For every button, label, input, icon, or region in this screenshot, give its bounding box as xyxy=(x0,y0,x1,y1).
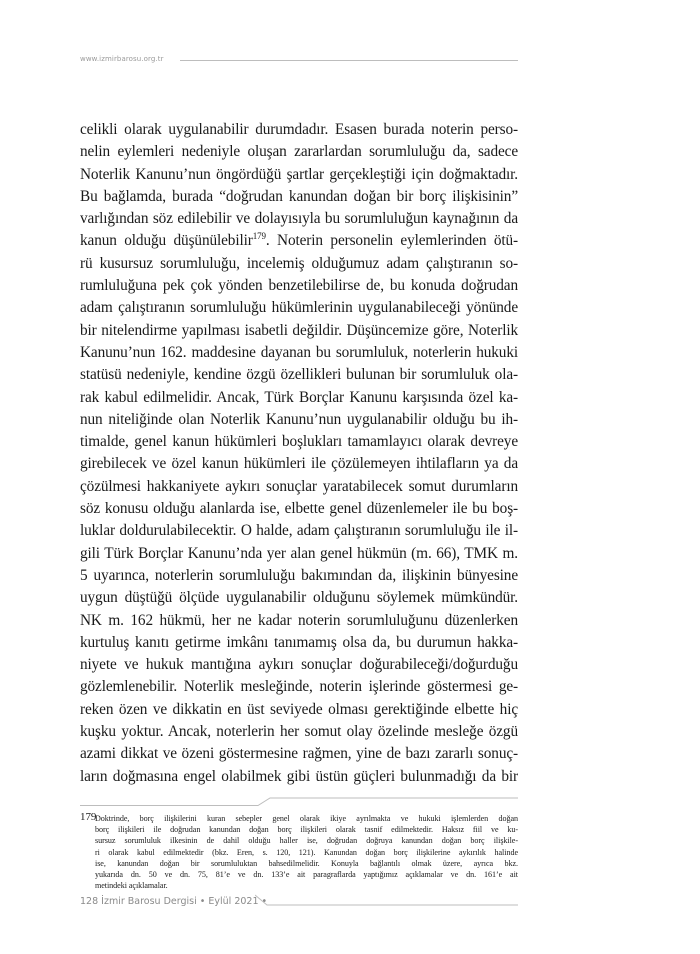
body-line-text: timalde, genel kanun hükümleri boşlukları tamamlayıcı olarak devreye xyxy=(80,433,518,451)
footnote-separator xyxy=(80,794,520,810)
body-line-text: ların doğmasına engel olabilmek gibi üstün güçleri bulunmadığı da bir xyxy=(80,767,518,785)
footnote-line: Doktrinde, borç ilişkilerini kuran sebepler genel olarak ikiye ayrılmakta ve hukuki işlemlerden doğan xyxy=(95,813,518,823)
body-line-text: niyete ve hukuk mantığına aykırı sonuçlar doğurabileceği/doğurduğu xyxy=(80,656,518,674)
body-line xyxy=(80,676,518,698)
footnote-line: metindeki açıklamalar. xyxy=(95,881,168,891)
body-line xyxy=(80,297,518,319)
body-line xyxy=(80,409,518,431)
body-line xyxy=(80,543,518,565)
body-line xyxy=(80,208,518,230)
body-line xyxy=(80,342,518,364)
body-line xyxy=(80,364,518,386)
body-line xyxy=(80,476,518,498)
body-line-text: adam çalıştıranın sorumluluğu hükümlerinin uygulanabileceği yönünde xyxy=(80,299,518,317)
page-content xyxy=(80,119,518,954)
body-line xyxy=(80,275,518,297)
body-line-text: kurtuluş kanıtı getirme imkânı tanımamış olsa da, bu durumun hakka- xyxy=(80,633,518,651)
footnote xyxy=(80,810,518,891)
body-line-text: gözlemlenebilir. Noterlik mesleğinde, noterin işlerinde göstermesi ge- xyxy=(80,678,518,696)
body-line xyxy=(80,119,518,141)
footnote-line: ri olarak kabul edilmektedir (bkz. Eren, s. 120, 121). Kanundan doğan borç ilişkilerine aykırılık halinde xyxy=(95,847,518,857)
body-line xyxy=(80,743,518,765)
body-line xyxy=(80,721,518,743)
body-line-text: nun niteliğinde olan Noterlik Kanunu’nun uygulanabilir olduğu bu ih- xyxy=(80,410,518,428)
body-line-text: rü kusursuz sorumluluğu, incelemiş olduğumuz adam çalıştıranın so- xyxy=(80,254,518,272)
body-line-text: Noterlik Kanunu’nun öngördüğü şartlar gerçekleştiği için doğmaktadır. xyxy=(80,165,518,183)
body-line xyxy=(80,699,518,721)
body-line xyxy=(80,587,518,609)
body-line xyxy=(80,766,518,788)
body-line-text: celikli olarak uygulanabilir durumdadır. Esasen burada noterin perso- xyxy=(80,121,518,138)
body-line xyxy=(80,632,518,654)
body-line-text: azami dikkat ve özeni göstermesine rağmen, yine de bazı zararlı sonuç- xyxy=(80,745,518,763)
body-text xyxy=(80,119,518,788)
body-line xyxy=(80,186,518,208)
footnote-line: borç ilişkileri ile doğrudan kanundan doğan borç ilişkileri olarak tasnif edilmektedir. Haksız fiil ve ku- xyxy=(95,825,518,835)
body-line xyxy=(80,565,518,587)
body-line-text: 5 uyarınca, noterlerin sorumluluğu bakımından da, ilişkinin bünyesine xyxy=(80,566,518,584)
body-line xyxy=(80,610,518,632)
footer-rule xyxy=(255,894,520,914)
body-line-text: statüsü nedeniyle, kendine özgü özellikleri bulunan bir sorumluluk ola- xyxy=(80,366,518,384)
body-line xyxy=(80,164,518,186)
body-line-text: çözülmesi hakkaniyete aykırı sonuçlar yaratabilecek somut durumların xyxy=(80,477,518,495)
body-line xyxy=(80,453,518,475)
body-line-text: kuşku yoktur. Ancak, noterlerin her somut olay özelinde mesleğe özgü xyxy=(80,723,518,741)
header-url: www.izmirbarosu.org.tr xyxy=(80,55,164,63)
body-line-text: uygun düştüğü ölçüde uygulanabilir olduğunu söylemek mümkündür. xyxy=(80,589,518,607)
body-line-text: . Noterin personelin eylemlerinden ötü- xyxy=(265,232,519,250)
body-line-text: söz konusu olduğu alanlarda ise, elbette genel düzenlemeler ile bu boş- xyxy=(80,500,518,518)
body-line-text: nelin eylemleri nedeniyle oluşan zararlardan sorumluluğu da, sadece xyxy=(80,143,518,161)
footnote-reference[interactable]: 179 xyxy=(252,231,266,242)
body-line-text: kanun olduğu düşünülebilir xyxy=(80,232,253,250)
footnote-line: ise, kanundan doğan bir sorumluluktan bahsedilmelidir. Konuyla bağlantılı olmak üzere, ayrıca bkz. xyxy=(95,858,518,868)
footer-row xyxy=(80,894,518,914)
body-line xyxy=(80,387,518,409)
page-footer: 128 İzmir Barosu Dergisi • Eylül 2021 • xyxy=(80,896,268,908)
body-line-text: Bu bağlamda, burada “doğrudan kanundan doğan bir borç ilişkisinin” xyxy=(80,187,518,205)
header-rule xyxy=(180,60,518,61)
body-line xyxy=(80,498,518,520)
body-line-text: rumluluğuna pek çok yönden benzetilebilirse de, bu konuda doğrudan xyxy=(80,277,518,295)
body-line xyxy=(80,141,518,163)
body-line-text: reken özen ve dikkatin en üst seviyede olması gerektiğinde elbette hiç xyxy=(80,700,518,718)
body-line-text: Kanunu’nun 162. maddesine dayanan bu sorumluluk, noterlerin hukuki xyxy=(80,343,518,361)
body-line-text: NK m. 162 hükmü, her ne kadar noterin sorumluluğunu düzenlerken xyxy=(80,611,518,629)
body-line xyxy=(80,253,518,275)
footnote-line: yukarıda dn. 50 ve dn. 75, 81’e ve dn. 133’e ait paragraflarda yaptığımız açıklamalar ve dn. 161’e ait xyxy=(95,869,518,879)
footnote-number: 179 xyxy=(80,810,97,823)
body-line-text: varlığından söz edilebilir ve dolayısıyla bu sorumluluğun kaynağının da xyxy=(80,210,518,228)
body-line-text: luklar doldurulabilecektir. O halde, adam çalıştıranın sorumluluğu ile il- xyxy=(80,522,518,540)
footnote-line: sursuz sorumluluk ilkesinin de dahil olduğu haller ise, doğrudan doğruya kanundan doğan borç ilişkile- xyxy=(95,836,518,846)
body-line-text: gili Türk Borçlar Kanunu’nda yer alan genel hükmün (m. 66), TMK m. xyxy=(80,544,518,562)
body-line xyxy=(80,230,518,252)
body-line-text: bir nitelendirme yapılması isabetli değildir. Düşüncemize göre, Noterlik xyxy=(80,321,518,339)
body-line xyxy=(80,520,518,542)
body-line xyxy=(80,654,518,676)
body-line-text: rak kabul edilmelidir. Ancak, Türk Borçlar Kanunu karşısında özel ka- xyxy=(80,388,518,406)
body-line xyxy=(80,431,518,453)
body-line xyxy=(80,320,518,342)
body-line-text: girebilecek ve özel kanun hükümleri ile çözülemeyen ihtilafların ya da xyxy=(80,455,518,473)
